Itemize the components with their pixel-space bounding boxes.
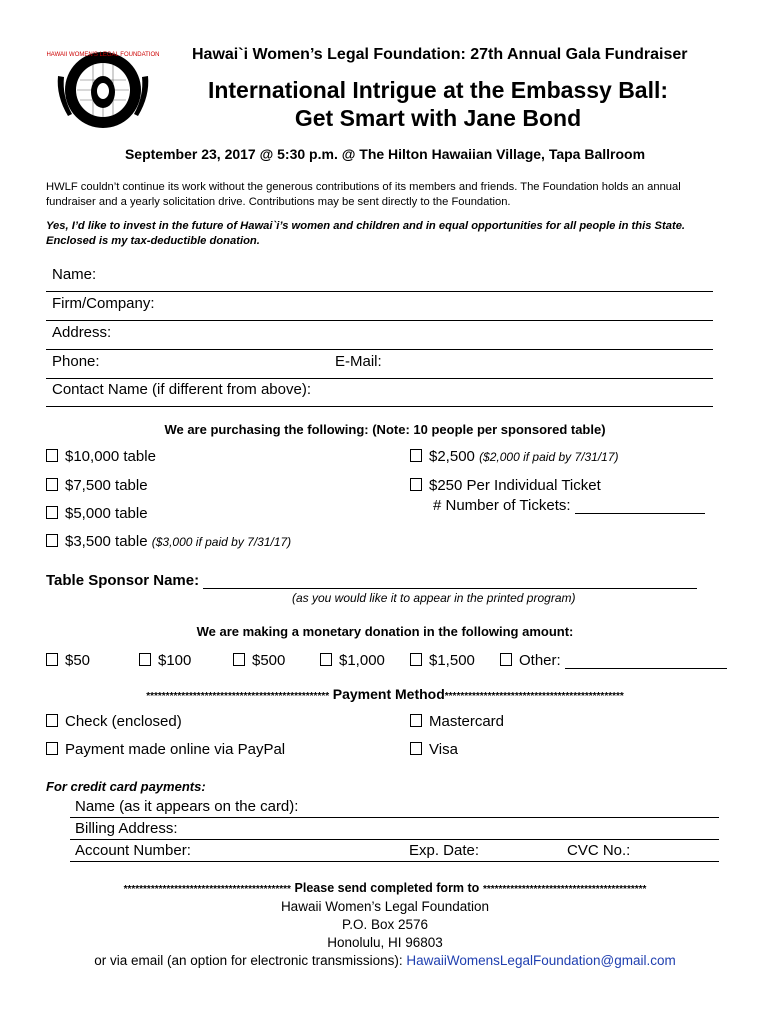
option-250-label: $250 Per Individual Ticket [429, 477, 601, 494]
title-line-2: Get Smart with Jane Bond [294, 105, 582, 131]
donation-50-label: $50 [65, 652, 91, 669]
billing-address-label: Billing Address: [75, 820, 178, 837]
card-name-label: Name (as it appears on the card): [75, 798, 299, 815]
gala-subtitle: Hawai`i Women’s Legal Foundation: 27th Annual Gala Fundraiser [192, 46, 688, 63]
email-prefix: or via email (an option for electronic transmissions): [94, 953, 407, 968]
checkbox-icon[interactable] [320, 653, 332, 666]
foundation-email-link[interactable]: HawaiiWomensLegalFoundation@gmail.com [406, 953, 676, 968]
checkbox-icon[interactable] [410, 653, 422, 666]
checkbox-icon[interactable] [46, 478, 58, 491]
donation-100[interactable] [139, 652, 191, 669]
checkbox-icon[interactable] [410, 449, 422, 462]
account-number-line[interactable] [70, 861, 719, 862]
cvc-label: CVC No.: [567, 842, 631, 859]
payment-visa[interactable] [410, 741, 458, 758]
phone-email-field-line[interactable] [46, 378, 713, 379]
payment-method-heading [40, 686, 730, 702]
donation-1500-label: $1,500 [429, 652, 475, 669]
donation-other-line[interactable] [565, 653, 727, 669]
checkbox-icon[interactable] [233, 653, 245, 666]
checkbox-icon[interactable] [46, 714, 58, 727]
payment-mastercard[interactable] [410, 713, 504, 730]
intro-paragraph: HWLF couldn’t continue its work without the generous contributions of its members and friends. The Foundation holds an annual fundraiser and a yearly solicitation drive. Contributions may be sent directly to the Foundation. [46, 181, 681, 208]
option-7500-table[interactable] [46, 477, 148, 494]
pledge-line-1: Yes, I’d like to invest in the future of Hawai`i’s women and children and in equal opportunities for all people in this State. [46, 220, 686, 232]
logo-ring-text: HAWAII WOMEN'S LEGAL FOUNDATION [46, 52, 160, 58]
option-5000-label: $5,000 table [65, 505, 148, 522]
option-7500-label: $7,500 table [65, 477, 148, 494]
firm-field-label: Firm/Company: [52, 295, 155, 312]
payment-paypal[interactable] [46, 741, 285, 758]
foundation-logo [44, 36, 162, 144]
stars-left: *********************************************** [146, 691, 330, 702]
contact-name-field-line[interactable] [46, 406, 713, 407]
card-name-line[interactable] [70, 817, 719, 818]
payment-paypal-label: Payment made online via PayPal [65, 741, 286, 758]
checkbox-icon[interactable] [139, 653, 151, 666]
stars-right: ****************************************** [482, 884, 647, 895]
donation-1000[interactable] [320, 652, 385, 669]
option-3500-label: $3,500 table [65, 533, 148, 550]
option-2500-label: $2,500 [429, 448, 475, 465]
option-3500-note: ($3,000 if paid by 7/31/17) [151, 535, 292, 549]
checkbox-icon[interactable] [410, 714, 422, 727]
option-250-ticket[interactable] [410, 477, 601, 494]
checkbox-icon[interactable] [46, 449, 58, 462]
payment-check-label: Check (enclosed) [65, 713, 182, 730]
address-line-3: Honolulu, HI 96803 [327, 935, 443, 950]
name-field-label: Name: [52, 266, 97, 283]
event-date-location: September 23, 2017 @ 5:30 p.m. @ The Hilton Hawaiian Village, Tapa Ballroom [124, 146, 646, 162]
donation-1000-label: $1,000 [339, 652, 385, 669]
donation-100-label: $100 [158, 652, 192, 669]
sponsor-note: (as you would like it to appear in the printed program) [292, 591, 576, 605]
donation-1500[interactable] [410, 652, 475, 669]
phone-field-label: Phone: [52, 353, 100, 370]
donation-heading: We are making a monetary donation in the following amount: [196, 624, 574, 639]
payment-check[interactable] [46, 713, 182, 730]
donation-other[interactable] [500, 652, 727, 669]
email-line [0, 952, 770, 970]
mailing-title: Please send completed form to [294, 881, 480, 895]
donation-500-label: $500 [252, 652, 286, 669]
exp-date-label: Exp. Date: [409, 842, 480, 859]
option-10000-label: $10,000 table [65, 448, 156, 465]
title-line-1: International Intrigue at the Embassy Ball: [207, 77, 669, 103]
address-line-2: P.O. Box 2576 [341, 917, 429, 932]
stars-left: ******************************************* [123, 884, 291, 895]
pledge-statement [46, 219, 726, 249]
payment-mastercard-label: Mastercard [429, 713, 505, 730]
pledge-line-2: Enclosed is my tax-deductible donation. [46, 235, 260, 247]
page-title [192, 76, 684, 132]
number-of-tickets-field[interactable] [433, 497, 705, 514]
address-field-label: Address: [52, 324, 112, 341]
contact-name-field-label: Contact Name (if different from above): [52, 381, 311, 398]
account-number-label: Account Number: [75, 842, 191, 859]
stars-right: ********************************************** [444, 691, 624, 702]
table-sponsor-field[interactable] [46, 572, 697, 589]
checkbox-icon[interactable] [46, 506, 58, 519]
checkbox-icon[interactable] [410, 742, 422, 755]
mailing-heading [40, 880, 730, 895]
checkbox-icon[interactable] [46, 534, 58, 547]
mailing-address [0, 898, 770, 970]
option-2500-table[interactable] [410, 448, 619, 465]
name-field-line[interactable] [46, 291, 713, 292]
payment-method-title: Payment Method [332, 686, 445, 702]
option-10000-table[interactable] [46, 448, 156, 465]
checkbox-icon[interactable] [46, 653, 58, 666]
donation-other-label: Other: [519, 652, 561, 669]
credit-card-heading: For credit card payments: [46, 779, 206, 794]
checkbox-icon[interactable] [500, 653, 512, 666]
donation-50[interactable] [46, 652, 90, 669]
address-line-1: Hawaii Women’s Legal Foundation [280, 899, 490, 914]
option-5000-table[interactable] [46, 505, 148, 522]
email-field-label: E-Mail: [335, 353, 382, 370]
number-of-tickets-label: # Number of Tickets: [433, 497, 571, 514]
donation-500[interactable] [233, 652, 285, 669]
payment-visa-label: Visa [429, 741, 458, 758]
checkbox-icon[interactable] [46, 742, 58, 755]
option-3500-table[interactable] [46, 533, 291, 550]
table-sponsor-label: Table Sponsor Name: [46, 572, 200, 589]
purchase-heading: We are purchasing the following: (Note: 10 people per sponsored table) [164, 422, 606, 437]
number-of-tickets-line[interactable] [575, 499, 705, 514]
address-field-line[interactable] [46, 349, 713, 350]
firm-field-line[interactable] [46, 320, 713, 321]
option-2500-note: ($2,000 if paid by 7/31/17) [479, 450, 619, 464]
checkbox-icon[interactable] [410, 478, 422, 491]
billing-address-line[interactable] [70, 839, 719, 840]
table-sponsor-line[interactable] [203, 572, 697, 589]
